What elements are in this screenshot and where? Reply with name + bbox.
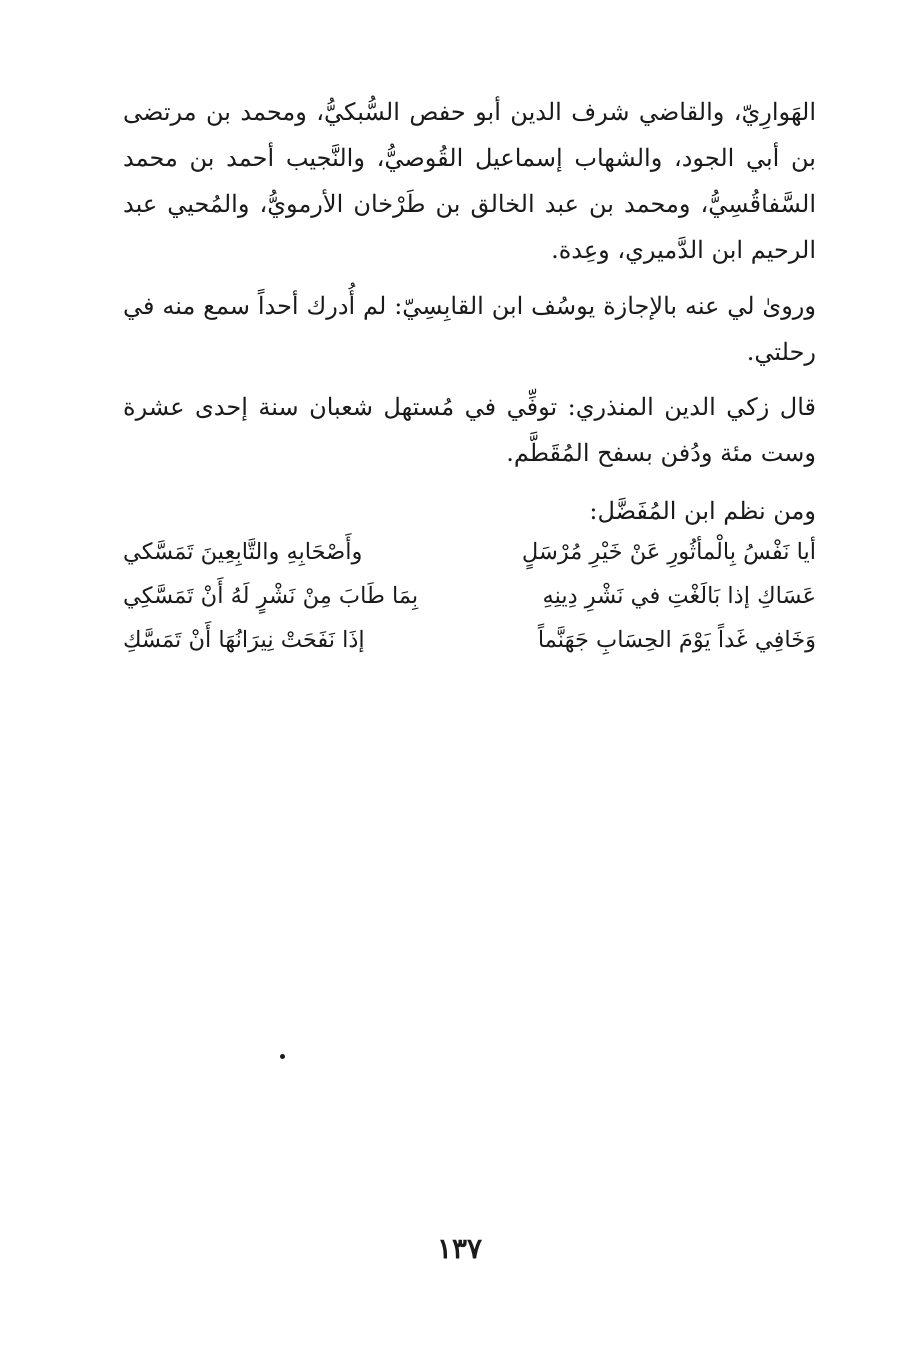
paragraph-death-note: قال زكي الدين المنذري: توفِّي في مُستهل شعبان سنة إحدى عشرة وست مئة ودُفن بسفح المُقَطَّم. xyxy=(123,393,816,467)
page-number: ١٣٧ xyxy=(436,1232,483,1265)
paragraph-ijaza: وروىٰ لي عنه بالإجازة يوسُف ابن القابِسِيّ: لم أُدرك أحداً سمع منه في رحلتي. xyxy=(123,292,816,366)
poem-verse xyxy=(123,530,816,574)
verse-second-hemistich: وأَصْحَابِهِ والتَّابِعِينَ تَمَسَّكي xyxy=(123,539,363,565)
verse-first-hemistich: وَخَافِي غَداً يَوْمَ الحِسَابِ جَهَنَّماً xyxy=(537,627,816,653)
verse-second-hemistich: بِمَا طَابَ مِنْ نَشْرٍ لَهُ أَنْ تَمَسَّكِي xyxy=(123,583,419,609)
poem-intro: ومن نظم ابن المُفَضَّل: xyxy=(589,497,816,525)
poem-verse xyxy=(123,574,816,618)
verse-first-hemistich: عَسَاكِ إذا بَالَغْتِ في نَشْرِ دِينِهِ xyxy=(542,583,816,609)
verse-second-hemistich: إذَا نَفَحَتْ نِيرَانُهَا أَنْ تَمَسَّكِ xyxy=(123,627,365,653)
stray-dot-mark xyxy=(280,1054,285,1059)
poem xyxy=(123,530,816,662)
paragraph-narrators: الهَوارِيّ، والقاضي شرف الدين أبو حفص السُّبكيُّ، ومحمد بن مرتضى بن أبي الجود، والشهاب إسماعيل القُوصيُّ، والنَّجيب أحمد بن محمد السَّفاقُسِيُّ، ومحمد بن عبد الخالق بن طَرْخان الأرمويُّ، والمُحيي عبد الرحيم ابن الدَّميري، وعِدة. xyxy=(123,98,816,264)
poem-verse xyxy=(123,618,816,662)
verse-first-hemistich: أيا نَفْسُ بِالْمأثُورِ عَنْ خَيْرِ مُرْسَلٍ xyxy=(521,539,816,565)
